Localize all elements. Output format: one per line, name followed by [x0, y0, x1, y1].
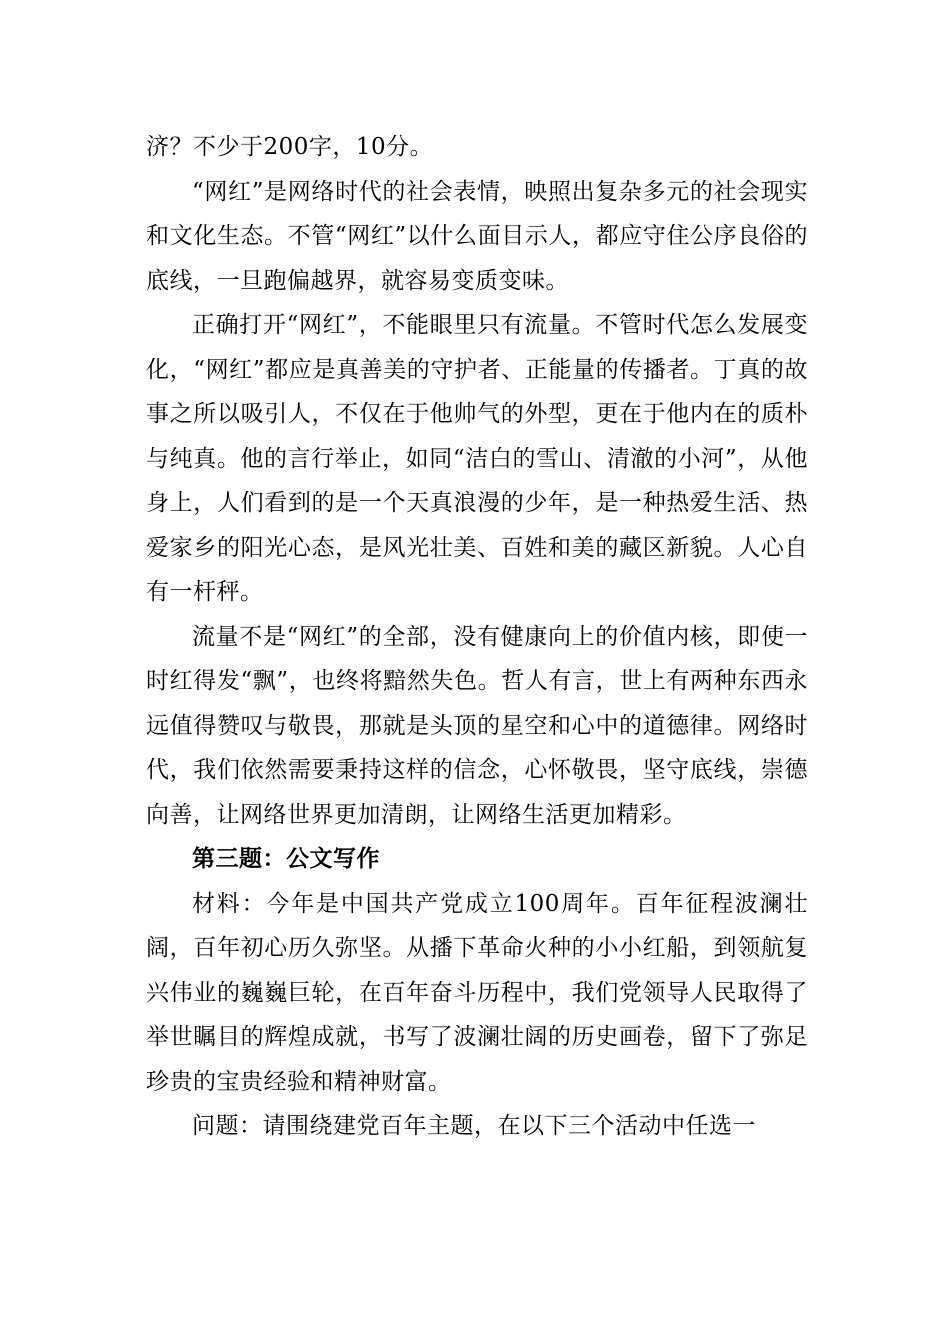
section-heading: 第三题：公文写作 — [192, 846, 380, 872]
paragraph-wanghong-values: 流量不是“网红”的全部，没有健康向上的价值内核，即使一时红得发“飘”，也终将黯然失色。哲人有言，世上有两种东西永远值得赞叹与敬畏，那就是头顶的星空和心中的道德律。网络时代，我们依然需要秉持这样的信念，心怀敬畏，坚守底线，崇德向善，让网络世界更加清朗，让网络生活更加精彩。 — [146, 623, 808, 828]
paragraph-wanghong-intro: “网红”是网络时代的社会表情，映照出复杂多元的社会现实和文化生态。不管“网红”以什么面目示人，都应守住公序良俗的底线，一旦跑偏越界，就容易变质变味。 — [146, 178, 808, 294]
paragraph-continuation: 济？不少于200字，10分。 — [146, 134, 434, 160]
paragraph-material: 材料：今年是中国共产党成立100周年。百年征程波澜壮阔，百年初心历久弥坚。从播下革命火种的小小红船，到领航复兴伟业的巍巍巨轮，在百年奋斗历程中，我们党领导人民取得了举世瞩目的辉煌成就，书写了波澜壮阔的历史画卷，留下了弥足珍贵的宝贵经验和精神财富。 — [146, 890, 808, 1095]
paragraph-wanghong-traffic: 正确打开“网红”，不能眼里只有流量。不管时代怎么发展变化，“网红”都应是真善美的守护者、正能量的传播者。丁真的故事之所以吸引人，不仅在于他帅气的外型，更在于他内在的质朴与纯真。他的言行举止，如同“洁白的雪山、清澈的小河”，从他身上，人们看到的是一个天真浪漫的少年，是一种热爱生活、热爱家乡的阳光心态，是风光壮美、百姓和美的藏区新貌。人心自有一杆秤。 — [146, 312, 808, 605]
paragraph-question: 问题：请围绕建党百年主题，在以下三个活动中任选一 — [192, 1113, 756, 1139]
document-page — [146, 125, 808, 1149]
